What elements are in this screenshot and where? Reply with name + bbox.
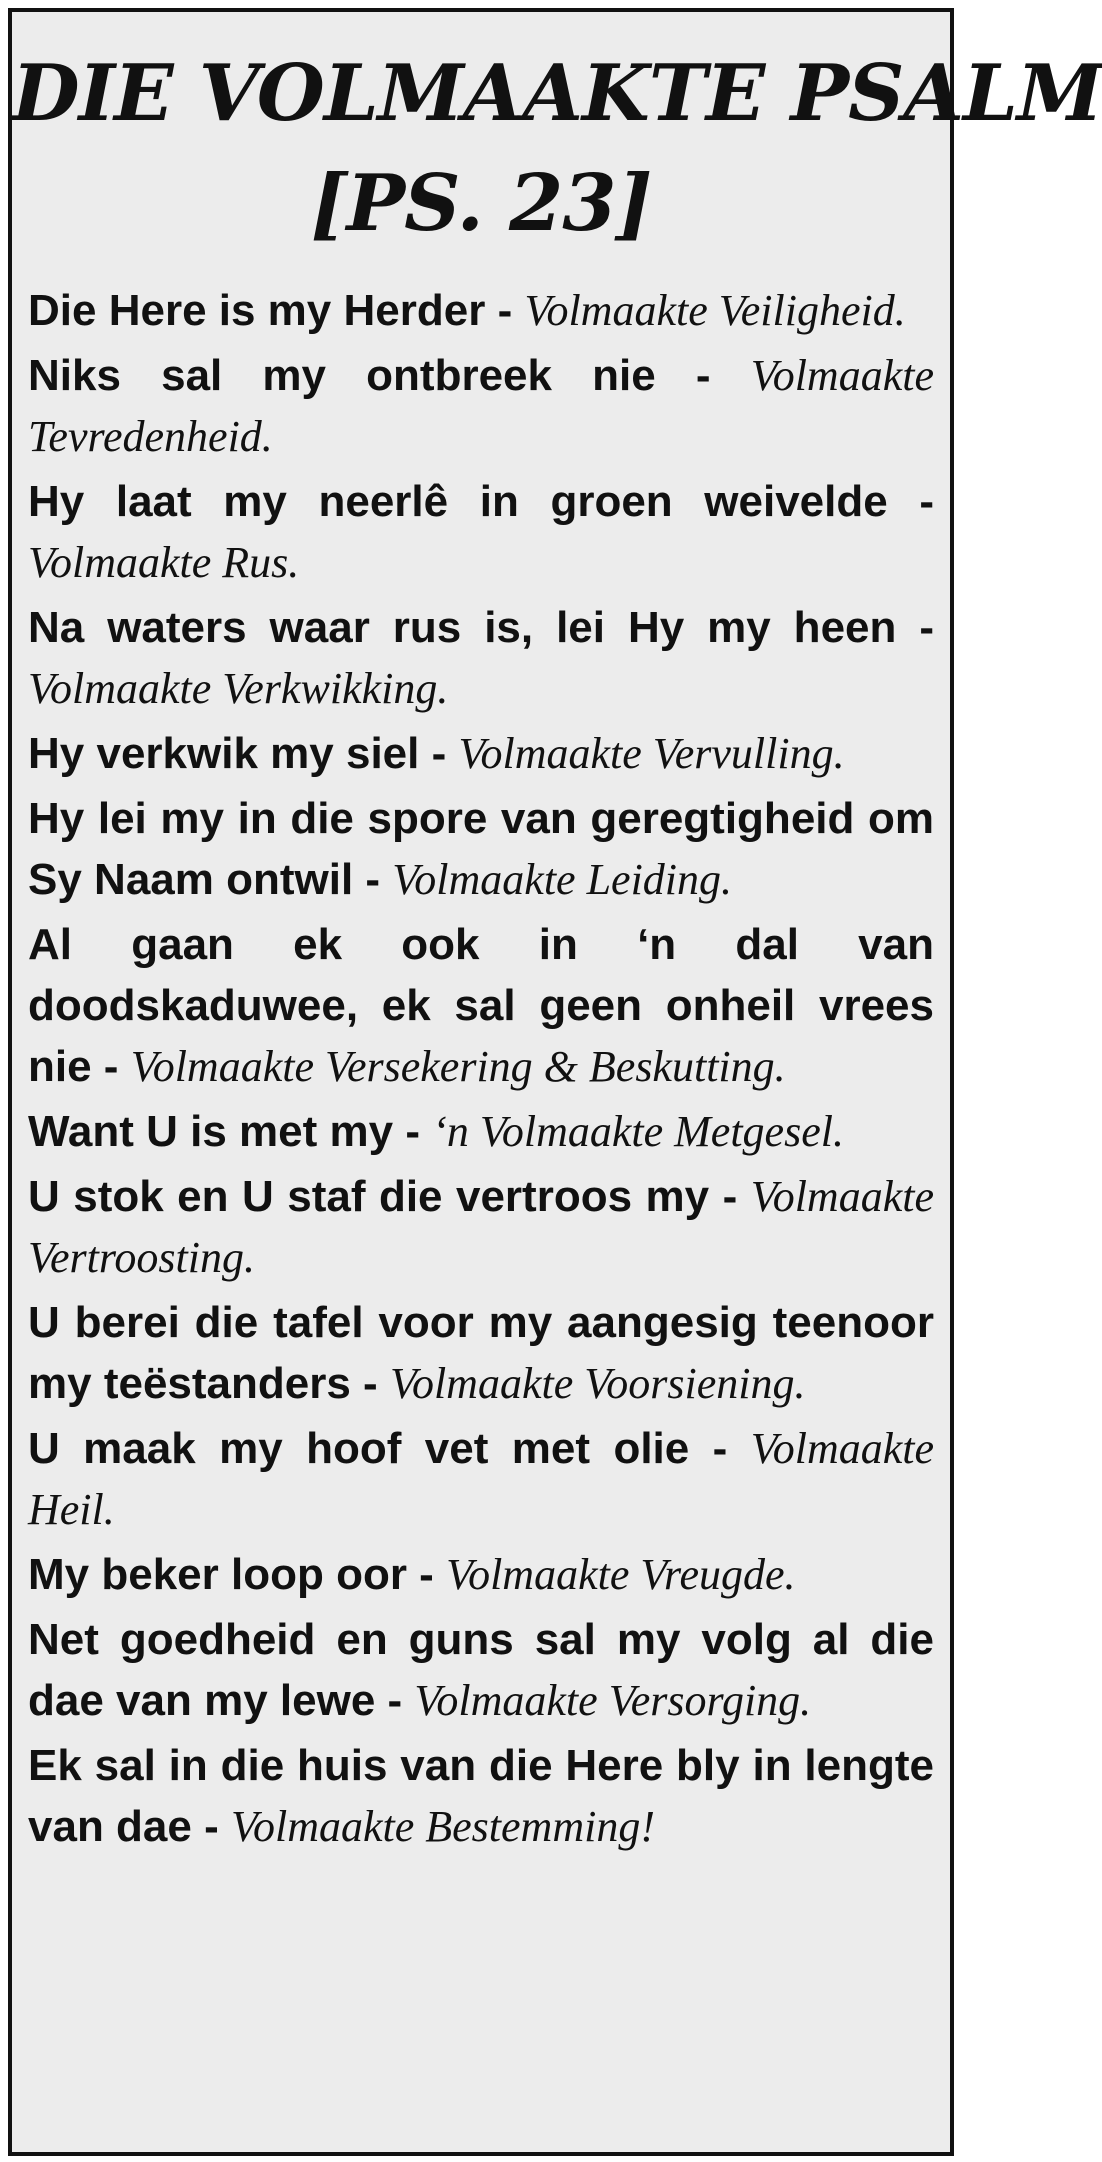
verse-4	[28, 597, 934, 719]
verse-tag: Volmaakte Heil.	[28, 1424, 935, 1534]
verse-separator: -	[375, 1676, 415, 1725]
verse-tag: ‘n Volmaakte Metgesel.	[432, 1107, 844, 1156]
verse-tag: Volmaakte Vreugde.	[446, 1550, 796, 1599]
verse-5	[28, 723, 934, 784]
verse-text: Hy verkwik my siel	[28, 729, 420, 778]
verse-tag: Volmaakte Vervulling.	[458, 729, 845, 778]
verse-tag: Volmaakte Veiligheid.	[524, 286, 906, 335]
verse-tag: Volmaakte Versorging.	[414, 1676, 812, 1725]
verse-tag: Volmaakte Versekering & Beskutting.	[130, 1042, 786, 1091]
verse-14	[28, 1735, 934, 1857]
verse-8	[28, 1101, 934, 1162]
verse-list	[28, 280, 934, 1861]
verse-text: Hy lei my in die spore van geregtigheid om Sy Naam ontwil	[28, 794, 934, 904]
verse-tag: Volmaakte Bestemming!	[230, 1802, 655, 1851]
verse-text: Al gaan ek ook in ‘n dal van doodskaduwee, ek sal geen onheil vrees nie	[28, 920, 934, 1091]
verse-text: Na waters waar rus is, lei Hy my heen	[28, 603, 897, 652]
verse-separator: -	[896, 603, 934, 652]
verse-text: Die Here is my Herder	[28, 286, 486, 335]
verse-tag: Volmaakte Tevredenheid.	[28, 351, 934, 461]
verse-text: Hy laat my neerlê in groen weivelde	[28, 477, 888, 526]
verse-separator: -	[91, 1042, 131, 1091]
verse-3	[28, 471, 934, 593]
verse-text: U maak my hoof vet met olie	[28, 1424, 690, 1473]
verse-13	[28, 1609, 934, 1731]
verse-9	[28, 1166, 934, 1288]
verse-tag: Volmaakte Verkwikking.	[28, 664, 449, 713]
psalm-card	[8, 8, 1102, 2156]
verse-text: Want U is met my	[28, 1107, 394, 1156]
verse-text: U stok en U staf die vertroos my	[28, 1172, 710, 1221]
verse-text: U berei die tafel voor my aangesig teenoor my teëstanders	[28, 1298, 934, 1408]
verse-separator: -	[709, 1172, 751, 1221]
verse-11	[28, 1418, 934, 1540]
verse-tag: Volmaakte Vertroosting.	[28, 1172, 934, 1282]
verse-separator: -	[350, 1359, 390, 1408]
verse-12	[28, 1544, 934, 1605]
verse-separator: -	[191, 1802, 231, 1851]
verse-separator: -	[655, 351, 751, 400]
verse-separator: -	[689, 1424, 751, 1473]
verse-tag: Volmaakte Leiding.	[392, 855, 733, 904]
verse-separator: -	[353, 855, 393, 904]
verse-text: My beker loop oor	[28, 1550, 407, 1599]
verse-separator: -	[485, 286, 525, 335]
verse-text: Net goedheid en guns sal my volg al die dae van my lewe	[28, 1615, 934, 1725]
verse-7	[28, 914, 934, 1097]
verse-text: Niks sal my ontbreek nie	[28, 351, 656, 400]
verse-tag: Volmaakte Rus.	[28, 538, 300, 587]
verse-2	[28, 345, 934, 467]
title-line-1: DIE VOLMAAKTE PSALM	[12, 48, 1102, 139]
verse-10	[28, 1292, 934, 1414]
verse-tag: Volmaakte Voorsiening.	[389, 1359, 806, 1408]
verse-separator: -	[393, 1107, 433, 1156]
verse-text: Ek sal in die huis van die Here bly in lengte van dae	[28, 1741, 934, 1851]
verse-6	[28, 788, 934, 910]
verse-separator: -	[887, 477, 934, 526]
verse-separator: -	[406, 1550, 447, 1599]
verse-separator: -	[419, 729, 459, 778]
verse-1	[28, 280, 934, 341]
title-line-2: [PS. 23]	[310, 158, 652, 249]
